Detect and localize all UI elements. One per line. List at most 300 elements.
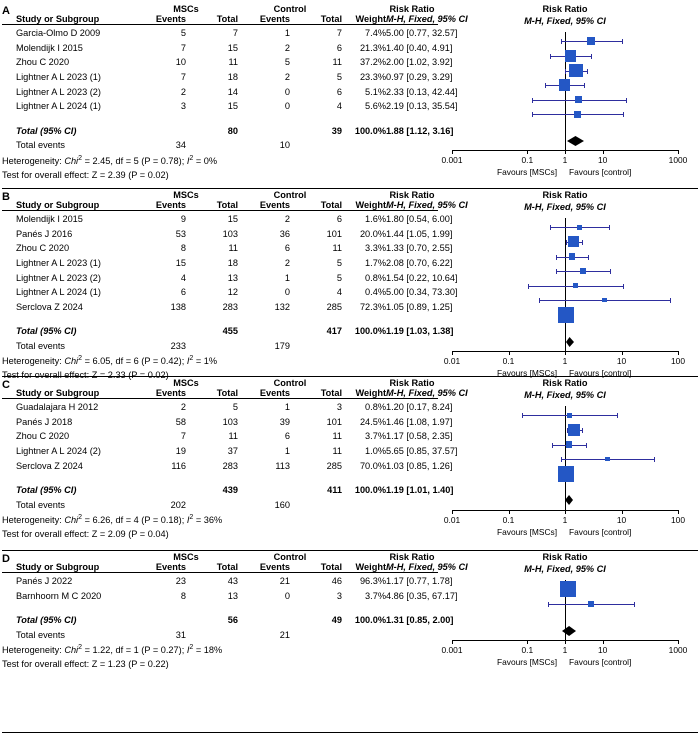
risk-ratio-value: 1.05 [0.89, 1.25]: [386, 301, 453, 312]
weight-value: 5.6%: [365, 101, 386, 112]
total-mscs-sum: 80: [227, 125, 238, 136]
axis-tick: [678, 640, 679, 644]
col-header-study: Study or Subgroup: [16, 14, 100, 24]
favours-right-label: Favours [control]: [569, 167, 632, 178]
effect-box: [568, 236, 579, 247]
table-row: [2, 574, 438, 589]
weight-value: 0.8%: [365, 402, 386, 413]
axis-tick-label: 0.001: [441, 155, 463, 166]
axis-tick: [565, 351, 566, 355]
total-control: 11: [332, 243, 342, 254]
axis-tick-label: 1: [562, 355, 568, 366]
empty-cell: [386, 498, 438, 513]
spacer: [342, 4, 386, 14]
empty-cell: [342, 498, 386, 513]
empty-cell: [186, 138, 238, 153]
total-control: 285: [326, 460, 342, 471]
table-row: [2, 55, 438, 70]
spacer: [342, 190, 386, 200]
total-mscs: 15: [227, 214, 238, 225]
ci-cap: [617, 413, 618, 418]
weight-value: 72.3%: [359, 301, 386, 312]
total-control: 6: [336, 42, 342, 53]
empty-cell: [386, 628, 438, 643]
effect-box: [573, 283, 578, 288]
risk-ratio-value: 1.17 [0.58, 2.35]: [386, 431, 453, 442]
total-mscs: 12: [227, 287, 238, 298]
study-name: Zhou C 2020: [16, 57, 70, 68]
empty-cell: [290, 498, 342, 513]
spacer: [342, 378, 386, 388]
total-control: 3: [336, 402, 342, 413]
events-control: 2: [284, 258, 290, 269]
empty-cell: [134, 483, 186, 498]
table-row: [2, 415, 438, 430]
plot-header: Risk Ratio: [542, 190, 588, 200]
axis-tick-label: 1: [562, 155, 568, 166]
axis-tick-label: 10: [616, 514, 627, 525]
total-control-sum: 39: [331, 125, 342, 136]
events-control: 2: [284, 72, 290, 83]
spacer-row: [2, 314, 438, 324]
events-control: 2: [284, 214, 290, 225]
col-header-risk-ratio: M-H, Fixed, 95% CI: [386, 388, 468, 398]
spacer-row: [2, 473, 438, 483]
axis-tick-label: 0.1: [521, 155, 534, 166]
col-header-total-mscs: Total: [216, 562, 238, 572]
col-header-study: Study or Subgroup: [16, 388, 100, 398]
total-events-mscs: 31: [175, 630, 186, 641]
total-control: 6: [336, 214, 342, 225]
plot-subheader: M-H, Fixed, 95% CI: [524, 202, 606, 212]
ci-cap: [634, 602, 635, 607]
table-row: [2, 444, 438, 459]
table-row: [2, 589, 438, 604]
axis-tick-label: 1: [562, 644, 568, 655]
panel-divider: [2, 550, 698, 551]
ci-cap: [548, 602, 549, 607]
column-header-row: [2, 200, 438, 211]
axis-tick-label: 0.1: [502, 355, 515, 366]
pooled-diamond: [562, 623, 576, 633]
heterogeneity-row: [2, 153, 438, 168]
risk-ratio-value: 1.54 [0.22, 10.64]: [386, 272, 458, 283]
risk-ratio-value: 1.44 [1.05, 1.99]: [386, 228, 453, 239]
pooled-diamond: [566, 334, 574, 344]
events-mscs: 3: [180, 101, 186, 112]
empty-cell: [134, 613, 186, 628]
pooled-diamond: [567, 133, 584, 143]
total-control: 5: [336, 258, 342, 269]
total-weight: 100.0%: [354, 485, 386, 496]
events-mscs: 7: [180, 72, 186, 83]
study-name: Serclova Z 2024: [16, 301, 83, 312]
empty-cell: [134, 324, 186, 339]
ci-cap: [584, 83, 585, 88]
total-control: 11: [332, 431, 342, 442]
effect-box: [580, 268, 585, 273]
axis-tick: [622, 351, 623, 355]
effect-box: [588, 601, 594, 607]
effect-box: [602, 298, 606, 302]
favours-right-label: Favours [control]: [569, 367, 632, 378]
table-row: [2, 429, 438, 444]
total-label: Total (95% CI): [16, 485, 77, 496]
heterogeneity-row: [2, 642, 438, 657]
total-mscs: 11: [228, 243, 238, 254]
spacer: [2, 190, 134, 200]
total-control: 4: [336, 287, 342, 298]
ci-cap: [522, 413, 523, 418]
total-mscs: 283: [222, 301, 238, 312]
panel-divider: [2, 376, 698, 377]
axis-tick-label: 1: [562, 514, 568, 525]
table-row: [2, 227, 438, 242]
col-header-study: Study or Subgroup: [16, 562, 100, 572]
study-name: Molendijk I 2015: [16, 42, 83, 53]
events-mscs: 2: [180, 402, 186, 413]
total-control: 7: [336, 28, 342, 39]
ci-cap: [566, 240, 567, 245]
total-events-control: 21: [279, 630, 290, 641]
total-label: Total (95% CI): [16, 125, 77, 136]
study-name: Lightner A L 2024 (1): [16, 101, 101, 112]
risk-ratio-value: 2.08 [0.70, 6.22]: [386, 258, 453, 269]
total-control-sum: 411: [327, 485, 342, 496]
plot-subheader: M-H, Fixed, 95% CI: [524, 564, 606, 574]
ci-cap: [528, 284, 529, 289]
table-row: [2, 26, 438, 41]
study-name: Panés J 2018: [16, 416, 73, 427]
risk-ratio-value: 2.33 [0.13, 42.44]: [386, 86, 458, 97]
events-control: 5: [284, 57, 290, 68]
weight-value: 70.0%: [359, 460, 386, 471]
events-mscs: 138: [170, 301, 186, 312]
empty-cell: [342, 339, 386, 354]
ci-cap: [588, 255, 589, 260]
col-group-risk-ratio: Risk Ratio: [389, 552, 435, 562]
forest-plot-B: [440, 190, 690, 378]
ci-cap: [623, 284, 624, 289]
risk-ratio-value: 1.20 [0.17, 8.24]: [386, 402, 453, 413]
ci-cap: [670, 298, 671, 303]
total-mscs: 13: [227, 590, 238, 601]
events-mscs: 23: [175, 576, 186, 587]
col-group-control: Control: [273, 552, 307, 562]
axis-tick: [452, 150, 453, 154]
axis-tick-label: 10: [616, 355, 627, 366]
favours-right-label: Favours [control]: [569, 526, 632, 537]
effect-box: [558, 466, 574, 482]
risk-ratio-value: 4.86 [0.35, 67.17]: [386, 590, 458, 601]
total-control: 11: [332, 446, 342, 457]
table-row: [2, 212, 438, 227]
heterogeneity-text: Heterogeneity: Chi$^2$ = 1.22, df = 1 (P = 0.27); $I^2 = 18\%$: [2, 644, 223, 656]
axis-tick: [509, 351, 510, 355]
events-control: 1: [284, 446, 290, 457]
axis-tick-label: 0.1: [521, 644, 534, 655]
weight-value: 1.7%: [365, 258, 386, 269]
ci-cap: [587, 69, 588, 74]
plot-subheader: M-H, Fixed, 95% CI: [524, 390, 606, 400]
col-header-events-mscs: Events: [155, 562, 186, 572]
events-mscs: 7: [180, 42, 186, 53]
table-row: [2, 241, 438, 256]
effect-box: [566, 441, 572, 447]
weight-value: 1.6%: [365, 214, 386, 225]
plot-header: Risk Ratio: [542, 4, 588, 14]
total-mscs: 103: [222, 416, 238, 427]
col-group-mscs: MSCs: [173, 4, 199, 14]
axis-tick: [452, 351, 453, 355]
ci-cap: [626, 98, 627, 103]
ci-cap: [609, 225, 610, 230]
col-header-risk-ratio: M-H, Fixed, 95% CI: [386, 200, 468, 210]
overall-effect-text: Test for overall effect: Z = 2.33 (P = 0.02): [2, 370, 169, 381]
total-events-row: [2, 339, 438, 354]
risk-ratio-value: 1.80 [0.54, 6.00]: [386, 214, 453, 225]
total-control-sum: 49: [331, 615, 342, 626]
effect-box: [560, 581, 576, 597]
empty-cell: [238, 483, 290, 498]
pooled-diamond: [565, 492, 573, 502]
empty-cell: [386, 339, 438, 354]
spacer: [2, 378, 134, 388]
total-events-control: 160: [274, 499, 290, 510]
total-events-control: 10: [279, 140, 290, 151]
weight-value: 5.1%: [365, 86, 386, 97]
total-mscs-sum: 439: [222, 485, 238, 496]
total-control-sum: 417: [326, 326, 342, 337]
weight-value: 24.5%: [359, 416, 386, 427]
total-events-label: Total events: [16, 140, 66, 151]
total-label: Total (95% CI): [16, 326, 77, 337]
forest-plot-A: [440, 4, 690, 190]
effect-box: [587, 37, 595, 45]
events-control: 132: [274, 301, 290, 312]
column-header-row: [2, 562, 438, 573]
weight-value: 0.8%: [365, 272, 386, 283]
study-name: Lightner A L 2023 (2): [16, 86, 101, 97]
total-events-label: Total events: [16, 630, 66, 641]
total-mscs-sum: 56: [227, 615, 238, 626]
total-mscs: 37: [227, 446, 238, 457]
axis-tick: [565, 640, 566, 644]
effect-box: [567, 413, 572, 418]
total-events-control: 179: [274, 341, 290, 352]
overall-effect-row: [2, 167, 438, 182]
axis-tick: [603, 640, 604, 644]
spacer: [342, 552, 386, 562]
events-mscs: 58: [175, 416, 186, 427]
ci-cap: [622, 39, 623, 44]
weight-value: 3.3%: [365, 243, 386, 254]
total-mscs: 15: [227, 101, 238, 112]
events-control: 1: [284, 402, 290, 413]
overall-effect-text: Test for overall effect: Z = 2.39 (P = 0.02): [2, 169, 169, 180]
col-header-total-control: Total: [320, 562, 342, 572]
events-control: 113: [275, 460, 290, 471]
weight-value: 3.7%: [365, 431, 386, 442]
total-weight: 100.0%: [354, 125, 386, 136]
axis-tick: [452, 510, 453, 514]
group-header-row: [2, 378, 438, 388]
events-control: 0: [284, 287, 290, 298]
total-mscs: 11: [228, 431, 238, 442]
events-mscs: 8: [180, 590, 186, 601]
col-group-control: Control: [273, 4, 307, 14]
col-header-total-control: Total: [320, 14, 342, 24]
effect-box: [559, 79, 571, 91]
panel-A: [0, 4, 700, 190]
spacer: [2, 4, 134, 14]
ci-cap: [623, 112, 624, 117]
column-header-row: [2, 388, 438, 399]
total-control: 6: [336, 86, 342, 97]
total-mscs: 11: [228, 57, 238, 68]
col-header-total-mscs: Total: [216, 14, 238, 24]
events-control: 0: [284, 101, 290, 112]
events-control: 1: [284, 28, 290, 39]
column-header-row: [2, 14, 438, 25]
axis-tick: [452, 640, 453, 644]
col-header-study: Study or Subgroup: [16, 200, 100, 210]
events-control: 6: [284, 243, 290, 254]
risk-ratio-value: 2.19 [0.13, 35.54]: [386, 101, 458, 112]
weight-value: 0.4%: [365, 287, 386, 298]
empty-cell: [238, 613, 290, 628]
empty-cell: [186, 628, 238, 643]
axis-tick: [678, 510, 679, 514]
ci-cap: [561, 39, 562, 44]
overall-effect-row: [2, 527, 438, 542]
weight-value: 3.7%: [365, 590, 386, 601]
axis-tick: [509, 510, 510, 514]
study-name: Panés J 2016: [16, 228, 73, 239]
events-control: 39: [279, 416, 290, 427]
axis-tick-label: 0.01: [443, 355, 461, 366]
table-row: [2, 256, 438, 271]
empty-cell: [238, 124, 290, 139]
total-control: 46: [331, 576, 342, 587]
spacer: [2, 552, 134, 562]
ci-cap: [545, 83, 546, 88]
weight-value: 21.3%: [359, 42, 386, 53]
empty-cell: [134, 124, 186, 139]
heterogeneity-text: Heterogeneity: Chi$^2$ = 2.45, df = 5 (P = 0.78); $I^2 = 0\%$: [2, 154, 218, 166]
axis-tick-label: 100: [671, 514, 685, 525]
axis-tick-label: 0.001: [441, 644, 463, 655]
total-control: 11: [332, 57, 342, 68]
col-header-weight: Weight: [355, 14, 386, 24]
col-header-events-mscs: Events: [155, 200, 186, 210]
total-mscs: 7: [232, 28, 238, 39]
ci-cap: [552, 443, 553, 448]
study-name: Lightner A L 2023 (1): [16, 72, 101, 83]
weight-value: 37.2%: [359, 57, 386, 68]
study-name: Panés J 2022: [16, 576, 73, 587]
ci-cap: [610, 269, 611, 274]
spacer-row: [2, 114, 438, 124]
effect-box: [605, 457, 610, 462]
overall-effect-text: Test for overall effect: Z = 2.09 (P = 0.04): [2, 529, 169, 540]
weight-value: 20.0%: [359, 228, 386, 239]
risk-ratio-value: 0.97 [0.29, 3.29]: [386, 72, 453, 83]
events-mscs: 15: [175, 258, 186, 269]
effect-box: [558, 307, 574, 323]
events-mscs: 19: [175, 446, 186, 457]
axis-tick-label: 10: [597, 155, 608, 166]
events-mscs: 4: [180, 272, 186, 283]
total-mscs: 15: [227, 42, 238, 53]
empty-cell: [290, 339, 342, 354]
axis-tick: [565, 510, 566, 514]
study-name: Serclova Z 2024: [16, 460, 83, 471]
col-group-control: Control: [273, 190, 307, 200]
ci-cap: [582, 240, 583, 245]
col-header-weight: Weight: [355, 388, 386, 398]
col-group-mscs: MSCs: [173, 190, 199, 200]
favours-left-label: Favours [MSCs]: [497, 367, 558, 378]
events-mscs: 53: [175, 228, 186, 239]
total-mscs: 14: [227, 86, 238, 97]
risk-ratio-value: 1.33 [0.70, 2.55]: [386, 243, 453, 254]
col-header-events-control: Events: [259, 200, 290, 210]
weight-value: 1.0%: [365, 446, 386, 457]
total-risk-ratio: 1.88 [1.12, 3.16]: [386, 125, 454, 136]
total-events-label: Total events: [16, 499, 66, 510]
events-control: 21: [279, 576, 290, 587]
table-row: [2, 99, 438, 114]
events-mscs: 2: [180, 86, 186, 97]
study-name: Barnhoorn M C 2020: [16, 590, 102, 601]
study-name: Molendijk I 2015: [16, 214, 83, 225]
ci-cap: [582, 428, 583, 433]
events-mscs: 7: [180, 431, 186, 442]
risk-ratio-value: 1.03 [0.85, 1.26]: [386, 460, 453, 471]
table-row: [2, 458, 438, 473]
col-header-events-control: Events: [259, 14, 290, 24]
effect-box: [569, 253, 575, 259]
axis-tick: [565, 150, 566, 154]
heterogeneity-text: Heterogeneity: Chi$^2$ = 6.05, df = 6 (P = 0.42); $I^2 = 1\%$: [2, 355, 218, 367]
total-mscs: 43: [227, 576, 238, 587]
effect-box: [565, 50, 576, 61]
panel-divider: [2, 732, 698, 733]
events-mscs: 8: [180, 243, 186, 254]
weight-value: 7.4%: [365, 28, 386, 39]
plot-header: Risk Ratio: [542, 552, 588, 562]
study-name: Garcia-Olmo D 2009: [16, 28, 101, 39]
heterogeneity-row: [2, 512, 438, 527]
forest-plot-C: [440, 378, 690, 552]
ci-cap: [532, 112, 533, 117]
events-control: 0: [284, 590, 290, 601]
ci-cap: [550, 225, 551, 230]
total-risk-ratio: 1.31 [0.85, 2.00]: [386, 615, 454, 626]
risk-ratio-value: 1.17 [0.77, 1.78]: [386, 576, 453, 587]
total-events-row: [2, 138, 438, 153]
effect-box: [569, 64, 583, 78]
study-table: [2, 552, 468, 672]
panel-D: [0, 552, 700, 734]
spacer-row: [2, 603, 438, 613]
study-name: Zhou C 2020: [16, 243, 70, 254]
table-row: [2, 300, 438, 315]
axis-tick-label: 0.01: [443, 514, 461, 525]
col-header-risk-ratio: M-H, Fixed, 95% CI: [386, 14, 468, 24]
events-mscs: 116: [171, 460, 186, 471]
